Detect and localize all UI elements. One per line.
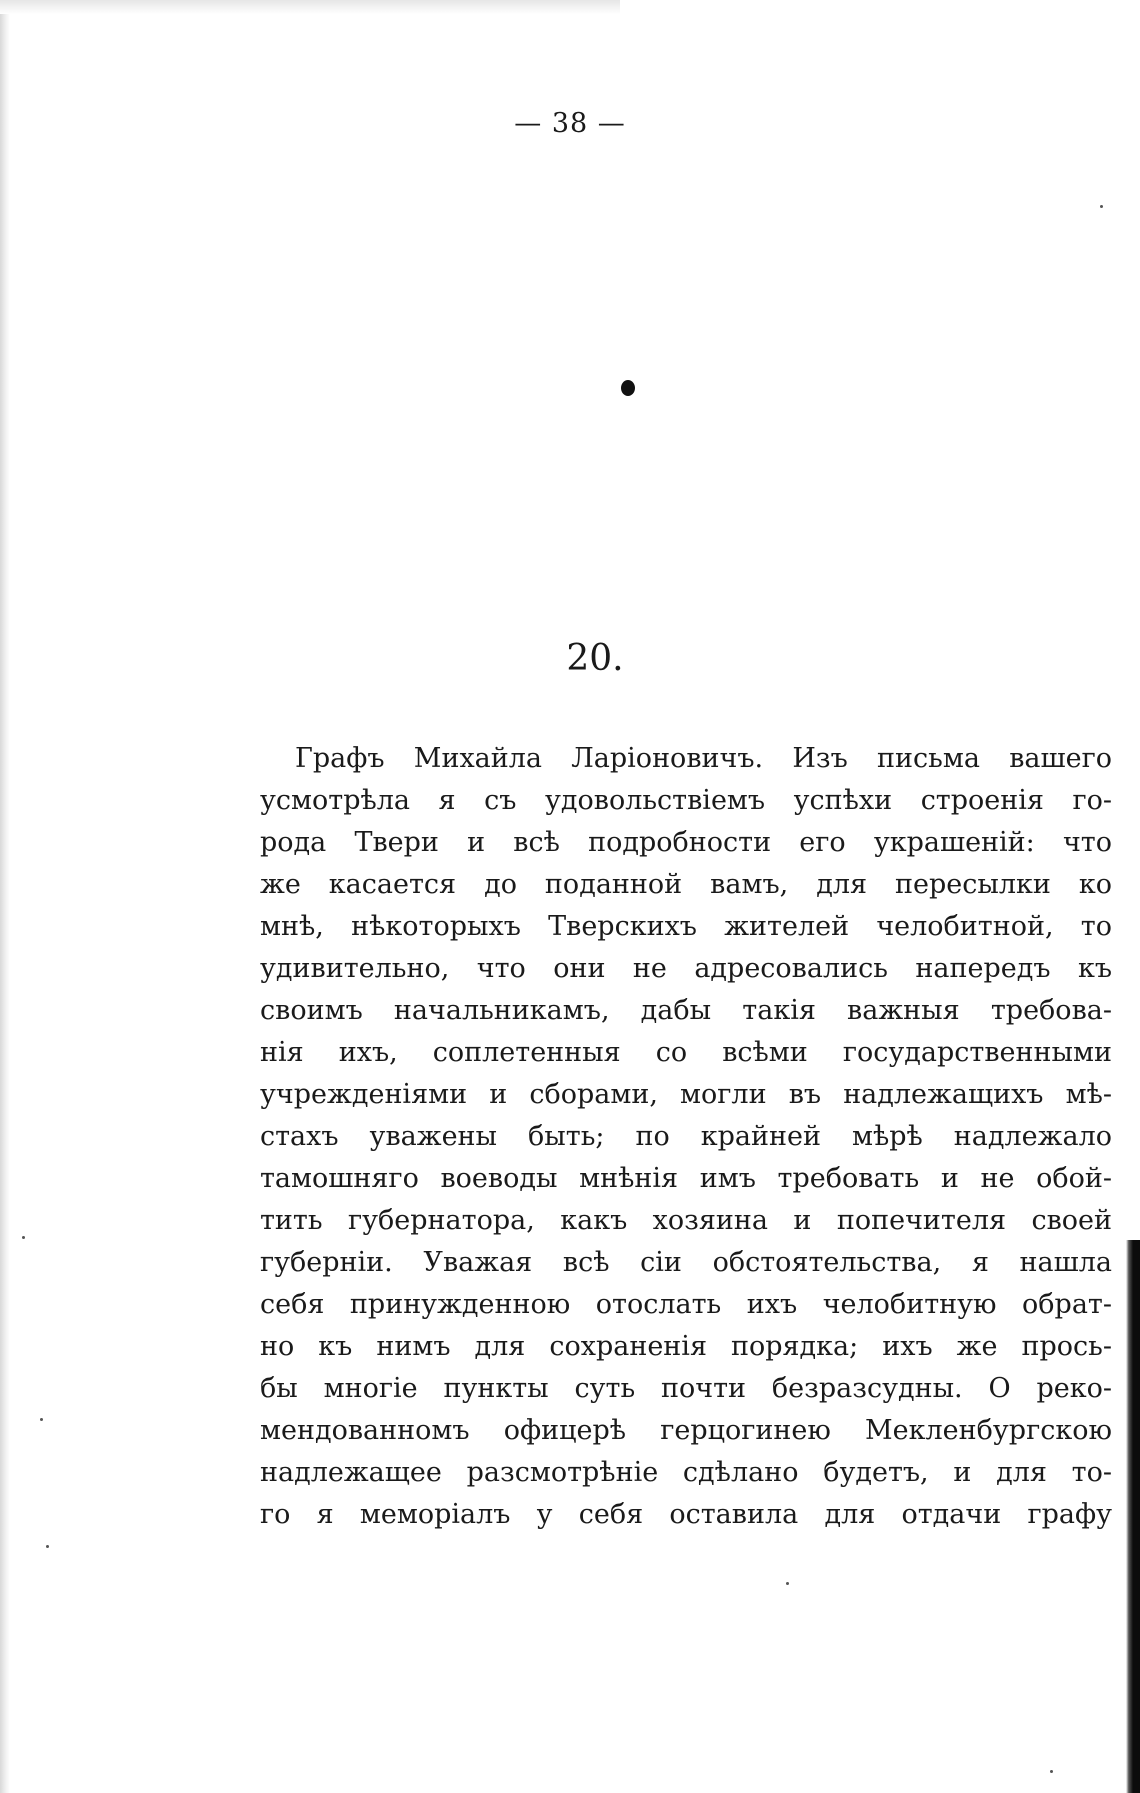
scan-top-edge-shadow <box>0 0 620 14</box>
text-line: же касается до поданной вамъ, для пересылки ко <box>260 869 1112 900</box>
text-line: своимъ начальникамъ, дабы такія важныя требова- <box>260 995 1112 1026</box>
text-line: губерніи. Уважая всѣ сіи обстоятельства, я нашла <box>260 1247 1112 1278</box>
ink-dot-mark <box>621 380 635 396</box>
text-line: усмотрѣла я съ удовольствіемъ успѣхи строенія го- <box>260 785 1112 816</box>
text-line: рода Твери и всѣ подробности его украшеній: что <box>260 827 1112 858</box>
text-line: учрежденіями и сборами, могли въ надлежащихъ мѣ- <box>260 1079 1112 1110</box>
scan-speck <box>1100 205 1103 208</box>
scan-speck <box>1050 1770 1053 1773</box>
text-line: мендованномъ офицерѣ герцогинею Мекленбургскою <box>260 1415 1112 1446</box>
section-number: 20. <box>566 638 624 679</box>
text-line: мнѣ, нѣкоторыхъ Тверскихъ жителей челобитной, то <box>260 911 1112 942</box>
text-line: надлежащее разсмотрѣніе сдѣлано будетъ, и для то- <box>260 1457 1112 1488</box>
text-line: Графъ Михайла Ларіоновичъ. Изъ письма вашего <box>295 743 1112 774</box>
text-line: тамошняго воеводы мнѣнія имъ требовать и не обой- <box>260 1163 1112 1194</box>
letter-body <box>260 738 1112 1536</box>
text-line: удивительно, что они не адресовались напередъ къ <box>260 953 1112 984</box>
text-line: стахъ уважены быть; по крайней мѣрѣ надлежало <box>260 1121 1112 1152</box>
scan-left-edge-shadow <box>0 0 10 1793</box>
scan-right-edge-shadow <box>1126 1240 1140 1793</box>
text-line: но къ нимъ для сохраненія порядка; ихъ же прось- <box>260 1331 1112 1362</box>
text-line: тить губернатора, какъ хозяина и попечителя своей <box>260 1205 1112 1236</box>
scan-speck <box>786 1582 789 1585</box>
scan-speck <box>40 1418 43 1421</box>
page-number: — 38 — <box>514 108 626 139</box>
text-line: себя принужденною отослать ихъ челобитную обрат- <box>260 1289 1112 1320</box>
scan-speck <box>22 1236 25 1239</box>
text-line: го я меморіалъ у себя оставила для отдачи графу <box>260 1499 1112 1530</box>
text-line: нія ихъ, соплетенныя со всѣми государственными <box>260 1037 1112 1068</box>
scan-speck <box>46 1545 49 1548</box>
text-line: бы многіе пункты суть почти безразсудны. О реко- <box>260 1373 1112 1404</box>
